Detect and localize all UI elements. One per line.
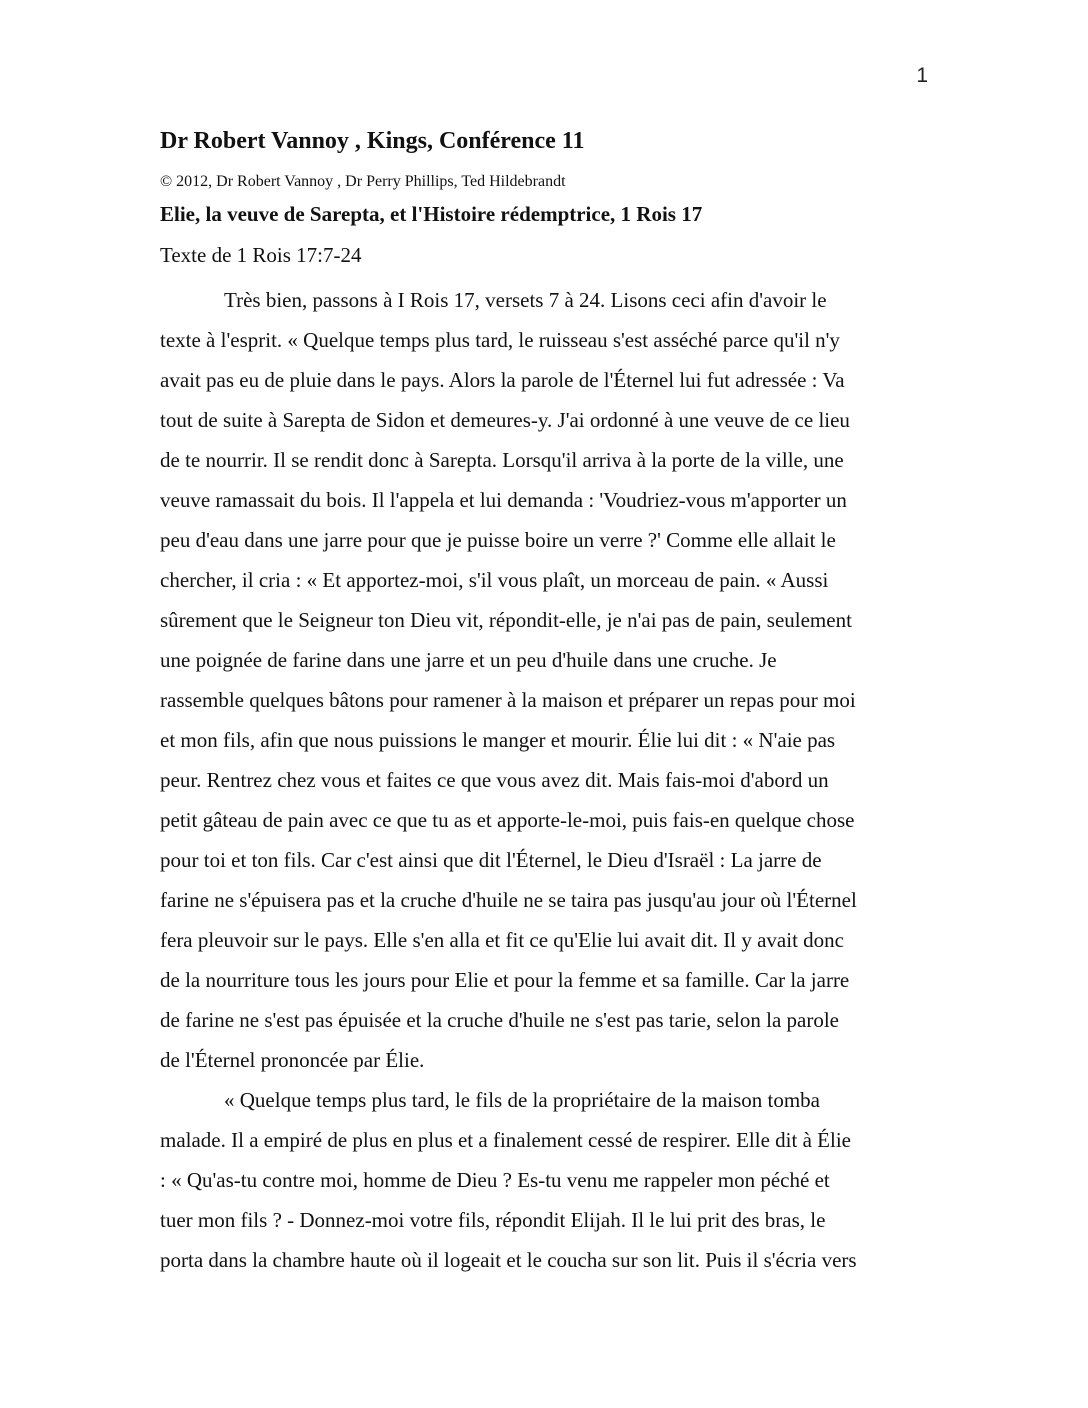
text-line: une poignée de farine dans une jarre et un peu d'huile dans une cruche. Je xyxy=(160,648,777,672)
text-line: « Quelque temps plus tard, le fils de la propriétaire de la maison tomba xyxy=(224,1088,820,1112)
text-line: peur. Rentrez chez vous et faites ce que vous avez dit. Mais fais-moi d'abord un xyxy=(160,768,829,792)
text-line: farine ne s'épuisera pas et la cruche d'huile ne se taira pas jusqu'au jour où l'Éternel xyxy=(160,888,857,912)
text-line: texte à l'esprit. « Quelque temps plus tard, le ruisseau s'est asséché parce qu'il n'y xyxy=(160,328,840,352)
text-line: peu d'eau dans une jarre pour que je puisse boire un verre ?' Comme elle allait le xyxy=(160,528,836,552)
text-line: tuer mon fils ? - Donnez-moi votre fils, répondit Elijah. Il le lui prit des bras, le xyxy=(160,1208,826,1232)
text-line: avait pas eu de pluie dans le pays. Alors la parole de l'Éternel lui fut adressée : Va xyxy=(160,368,845,392)
text-line: : « Qu'as-tu contre moi, homme de Dieu ? Es-tu venu me rappeler mon péché et xyxy=(160,1168,830,1192)
text-line: tout de suite à Sarepta de Sidon et demeures-y. J'ai ordonné à une veuve de ce lieu xyxy=(160,408,850,432)
text-line: de farine ne s'est pas épuisée et la cruche d'huile ne s'est pas tarie, selon la parole xyxy=(160,1008,839,1032)
text-line: rassemble quelques bâtons pour ramener à la maison et préparer un repas pour moi xyxy=(160,688,856,712)
text-line: Très bien, passons à I Rois 17, versets 7 à 24. Lisons ceci afin d'avoir le xyxy=(224,288,827,312)
text-line: chercher, il cria : « Et apportez-moi, s'il vous plaît, un morceau de pain. « Aussi xyxy=(160,568,829,592)
paragraph-2 xyxy=(160,1080,940,1280)
document-subtitle: Elie, la veuve de Sarepta, et l'Histoire rédemptrice, 1 Rois 17 xyxy=(160,202,703,226)
text-line: petit gâteau de pain avec ce que tu as et apporte-le-moi, puis fais-en quelque chose xyxy=(160,808,855,832)
text-line: de te nourrir. Il se rendit donc à Sarepta. Lorsqu'il arriva à la porte de la ville, une xyxy=(160,448,844,472)
text-line: malade. Il a empiré de plus en plus et a finalement cessé de respirer. Elle dit à Élie xyxy=(160,1128,851,1152)
text-line: fera pleuvoir sur le pays. Elle s'en alla et fit ce qu'Elie lui avait dit. Il y avait donc xyxy=(160,928,844,952)
body-text xyxy=(160,280,940,1280)
text-reference: Texte de 1 Rois 17:7-24 xyxy=(160,243,362,267)
page-number: 1 xyxy=(916,64,928,87)
copyright-line: © 2012, Dr Robert Vannoy , Dr Perry Phillips, Ted Hildebrandt xyxy=(160,173,566,190)
text-line: veuve ramassait du bois. Il l'appela et lui demanda : 'Voudriez-vous m'apporter un xyxy=(160,488,847,512)
text-line: porta dans la chambre haute où il logeait et le coucha sur son lit. Puis il s'écria vers xyxy=(160,1248,857,1272)
text-line: de la nourriture tous les jours pour Elie et pour la femme et sa famille. Car la jarre xyxy=(160,968,850,992)
text-line: et mon fils, afin que nous puissions le manger et mourir. Élie lui dit : « N'aie pas xyxy=(160,728,836,752)
paragraph-1 xyxy=(160,280,940,1080)
text-line: sûrement que le Seigneur ton Dieu vit, répondit-elle, je n'ai pas de pain, seulement xyxy=(160,608,852,632)
document-title: Dr Robert Vannoy , Kings, Conférence 11 xyxy=(160,128,585,154)
text-line: pour toi et ton fils. Car c'est ainsi que dit l'Éternel, le Dieu d'Israël : La jarre de xyxy=(160,848,822,872)
text-line: de l'Éternel prononcée par Élie. xyxy=(160,1048,425,1072)
